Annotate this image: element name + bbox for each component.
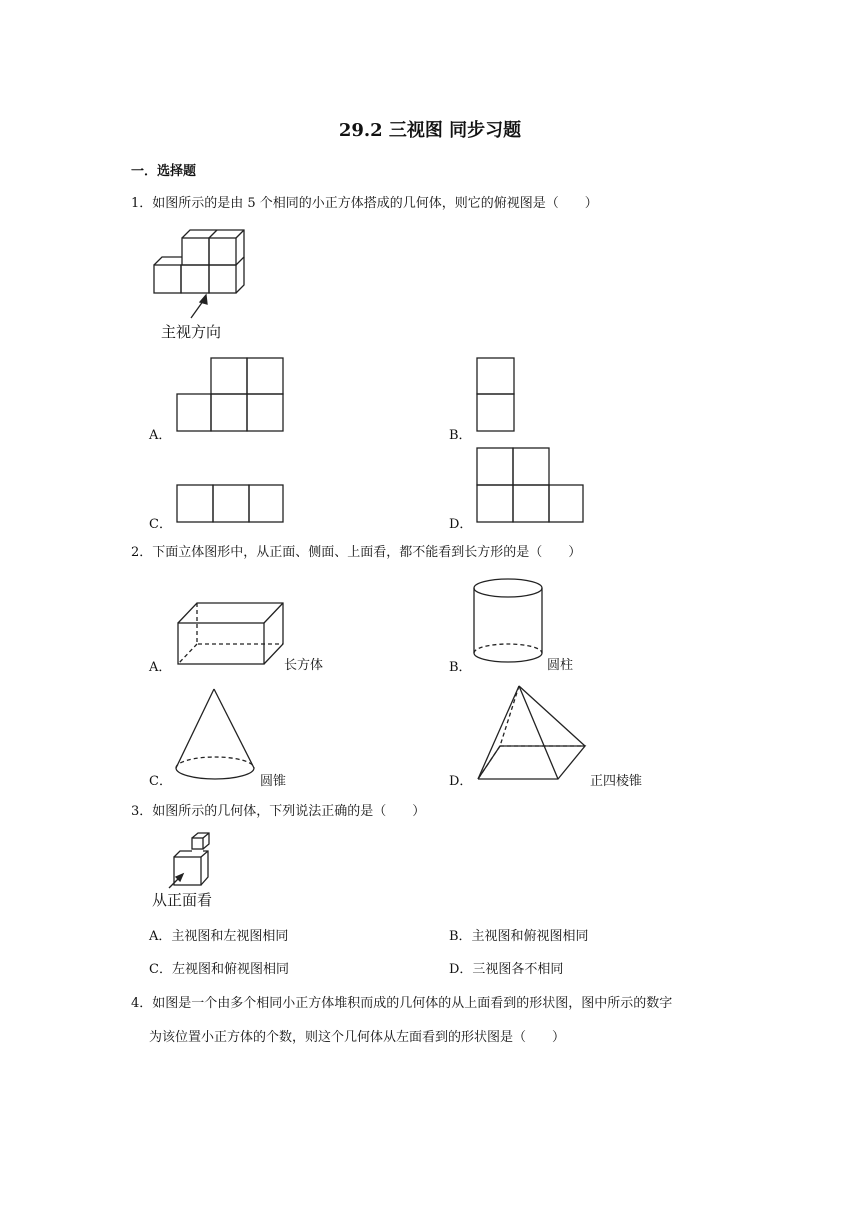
cylinder-figure [473,577,549,667]
cuboid-figure [175,601,287,667]
q3-option-c[interactable]: C．左视图和俯视图相同 [149,962,289,977]
q2-option-d-label[interactable]: D． [449,774,473,789]
q2-shape-name-d: 正四棱锥 [590,774,643,789]
q3-option-a[interactable]: A．主视图和左视图相同 [149,929,289,944]
q2-option-b-label[interactable]: B． [449,660,472,675]
q2-shape-name-a: 长方体 [284,658,324,673]
section-heading: 一．选择题 [131,164,197,179]
q1-option-b-figure [476,357,518,433]
question-4-stem-line1: 4．如图是一个由多个相同小正方体堆积而成的几何体的从上面看到的形状图，图中所示的数字 [131,996,673,1011]
page-title: 29.2 三视图 同步习题 [338,120,522,141]
q2-option-a-label[interactable]: A． [149,660,172,675]
q1-figure-caption: 主视方向 [161,323,222,341]
question-3-stem: 3．如图所示的几何体，下列说法正确的是（ ） [131,804,426,819]
q1-option-d-label[interactable]: D． [449,517,473,532]
q3-option-b[interactable]: B．主视图和俯视图相同 [449,929,589,944]
q1-option-a-figure [176,357,286,433]
q3-option-d[interactable]: D．三视图各不相同 [449,962,564,977]
question-1-stem: 1．如图所示的是由 5 个相同的小正方体搭成的几何体，则它的俯视图是（ ） [131,196,598,211]
q1-option-c-label[interactable]: C． [149,517,172,532]
q1-option-c-figure [176,484,286,524]
q2-option-c-label[interactable]: C． [149,774,172,789]
q2-shape-name-b: 圆柱 [547,658,574,673]
q1-isometric-figure [150,228,250,300]
question-2-stem: 2．下面立体图形中，从正面、侧面、上面看，都不能看到长方形的是（ ） [131,545,582,560]
q1-option-d-figure [476,447,586,525]
q3-figure-caption: 从正面看 [152,891,213,909]
q1-option-a-label[interactable]: A． [149,428,172,443]
square-pyramid-figure [475,684,587,784]
q1-option-b-label[interactable]: B． [449,428,472,443]
q2-shape-name-c: 圆锥 [260,774,287,789]
q1-view-arrow [186,292,216,322]
question-4-stem-line2: 为该位置小正方体的个数，则这个几何体从左面看到的形状图是（ ） [149,1030,566,1045]
cone-figure [174,688,258,784]
